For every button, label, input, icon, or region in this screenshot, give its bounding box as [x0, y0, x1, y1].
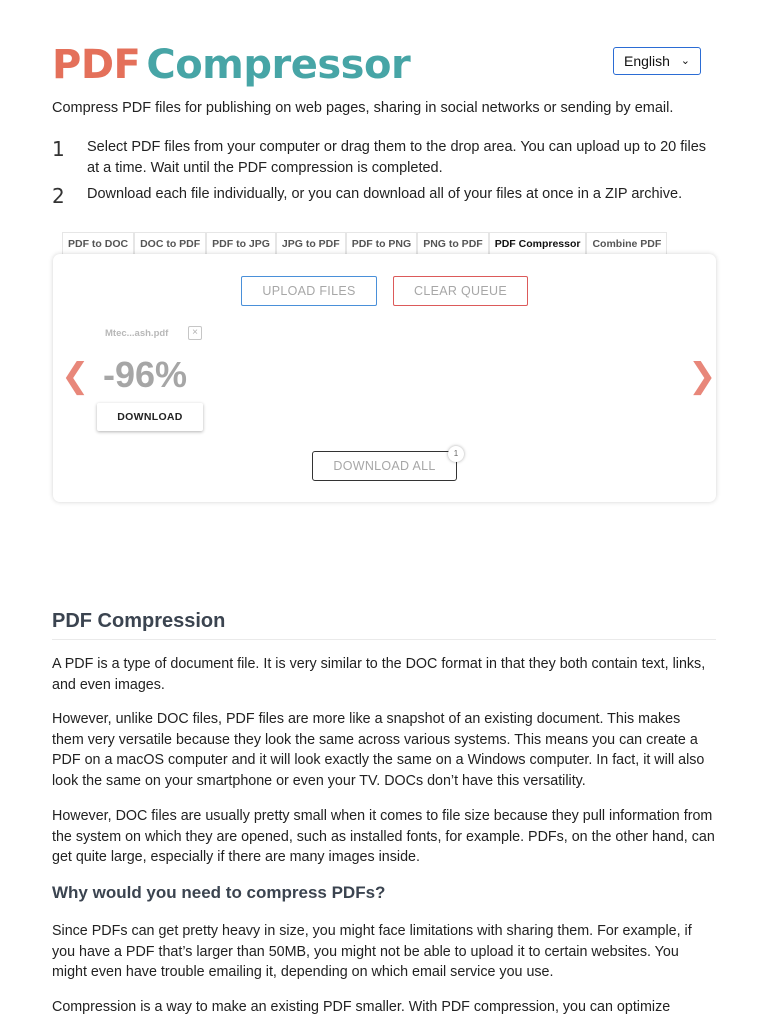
tab-pdf-compressor[interactable]: PDF Compressor	[489, 232, 587, 255]
tab-png-to-pdf[interactable]: PNG to PDF	[417, 232, 489, 255]
remove-file-icon[interactable]: ×	[188, 326, 202, 340]
file-count-badge: 1	[448, 446, 464, 462]
article-paragraph: Since PDFs can get pretty heavy in size, you might face limitations with sharing them. For example, if you have a PDF that’s larger than 50MB, you might not be able to upload it to certain websites. You might even have trouble emailing it, depending on which email service you use.	[52, 923, 692, 981]
step-text: Select PDF files from your computer or drag them to the drop area. You can upload up to 20 files at a time. Wait until the PDF compression is completed.	[87, 139, 707, 176]
converter-panel	[53, 254, 716, 502]
language-select[interactable]	[613, 47, 701, 75]
section-subheading: Why would you need to compress PDFs?	[52, 883, 386, 902]
upload-files-button[interactable]: UPLOAD FILES	[241, 276, 377, 306]
language-selected: English	[624, 53, 670, 69]
article-paragraph: Compression is a way to make an existing PDF smaller. With PDF compression, you can optimize	[52, 999, 671, 1015]
file-name: Mtec...ash.pdf	[105, 328, 169, 339]
logo-pdf-text: PDF	[52, 42, 141, 88]
tab-combine-pdf[interactable]: Combine PDF	[586, 232, 667, 255]
section-heading: PDF Compression	[52, 610, 716, 640]
article-paragraph: A PDF is a type of document file. It is very similar to the DOC format in that they both contain text, links, and even images.	[52, 656, 706, 693]
compression-percent: -96%	[103, 354, 188, 395]
download-all-button[interactable]: DOWNLOAD ALL	[312, 451, 457, 481]
tab-doc-to-pdf[interactable]: DOC to PDF	[134, 232, 206, 255]
tab-pdf-to-doc[interactable]: PDF to DOC	[62, 232, 134, 255]
logo[interactable]	[52, 40, 410, 90]
step-number: 1	[52, 137, 65, 161]
tab-pdf-to-jpg[interactable]: PDF to JPG	[206, 232, 276, 255]
tab-pdf-to-png[interactable]: PDF to PNG	[346, 232, 418, 255]
article-paragraph: However, unlike DOC files, PDF files are more like a snapshot of an existing document. This makes them very versatile because they look the same across various systems. This means you can create a PDF on a macOS computer and it will look exactly the same on a Windows computer. In fact, it will also look the same on your smartphone or even your TV. DOCs don’t have this versatility.	[52, 711, 705, 790]
intro-text: Compress PDF files for publishing on web pages, sharing in social networks or sending by email.	[52, 100, 674, 116]
step-number: 2	[52, 184, 65, 208]
logo-compressor-text: Compressor	[146, 42, 411, 88]
chevron-left-icon[interactable]: ❮	[61, 356, 90, 396]
download-file-button[interactable]: DOWNLOAD	[97, 403, 203, 431]
tab-jpg-to-pdf[interactable]: JPG to PDF	[276, 232, 346, 255]
article-paragraph: However, DOC files are usually pretty small when it comes to file size because they pull information from the system on which they are opened, such as installed fonts, for example. PDFs, on the other hand, can get quite large, especially if there are many images inside.	[52, 808, 715, 866]
step-text: Download each file individually, or you can download all of your files at once in a ZIP archive.	[87, 186, 683, 202]
chevron-down-icon: ⌄	[680, 55, 690, 67]
chevron-right-icon[interactable]: ❯	[688, 356, 717, 396]
clear-queue-button[interactable]: CLEAR QUEUE	[393, 276, 528, 306]
tool-tabs	[62, 232, 667, 255]
